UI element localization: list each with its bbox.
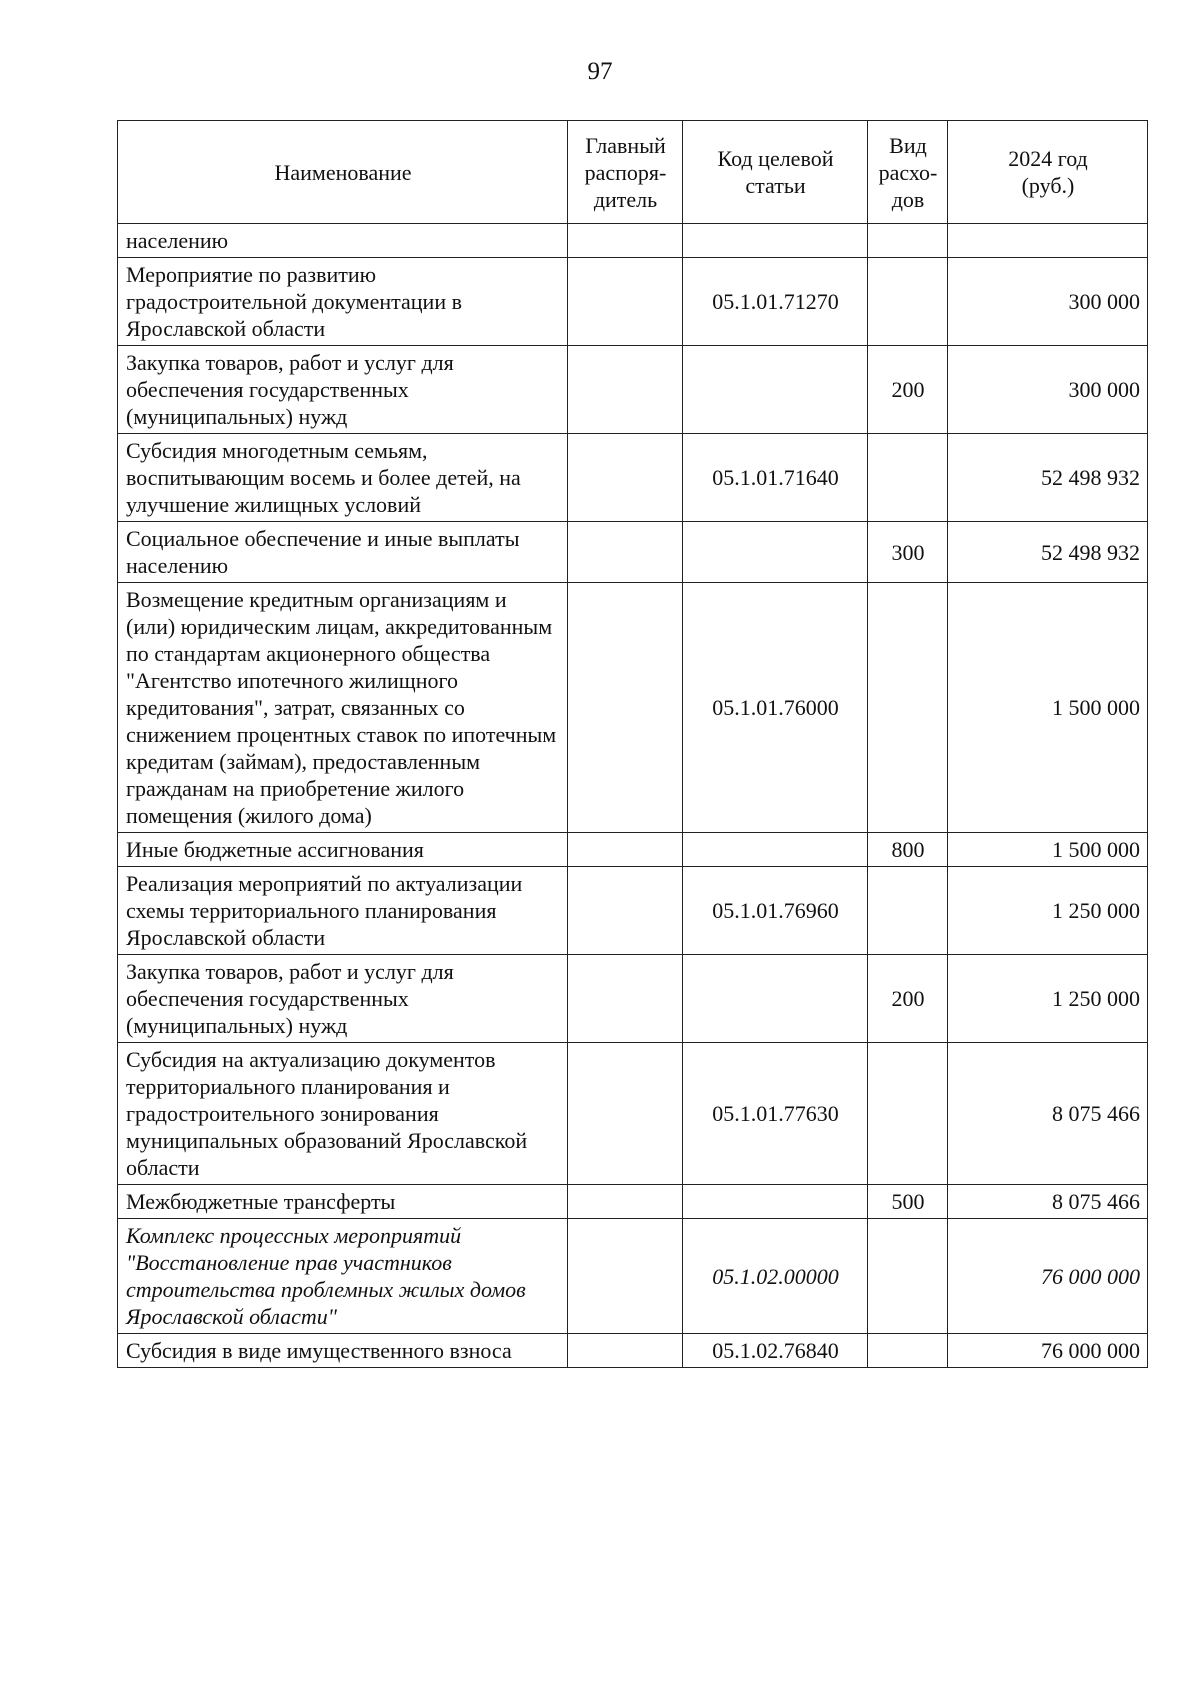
cell-admin xyxy=(568,867,683,955)
cell-type: 200 xyxy=(868,955,948,1043)
table-row xyxy=(118,434,1148,522)
cell-amount: 1 500 000 xyxy=(948,583,1148,833)
cell-admin xyxy=(568,1219,683,1334)
page-number: 97 xyxy=(587,58,613,85)
table-row xyxy=(118,583,1148,833)
table-row xyxy=(118,1043,1148,1185)
cell-name: Иные бюджетные ассигнования xyxy=(118,833,568,867)
cell-type xyxy=(868,1334,948,1368)
cell-code: 05.1.01.77630 xyxy=(683,1043,868,1185)
cell-code: 05.1.01.76000 xyxy=(683,583,868,833)
cell-type xyxy=(868,867,948,955)
cell-amount: 8 075 466 xyxy=(948,1043,1148,1185)
table-row xyxy=(118,1219,1148,1334)
cell-name: Реализация мероприятий по актуализации схемы территориального планирования Ярославской области xyxy=(118,867,568,955)
table-row xyxy=(118,1185,1148,1219)
cell-amount: 1 500 000 xyxy=(948,833,1148,867)
table-row xyxy=(118,833,1148,867)
cell-name: Субсидия в виде имущественного взноса xyxy=(118,1334,568,1368)
cell-amount: 300 000 xyxy=(948,346,1148,434)
cell-name: Мероприятие по развитию градостроительной документации в Ярославской области xyxy=(118,258,568,346)
header-admin: Главный распоря-дитель xyxy=(568,121,683,224)
cell-name: Закупка товаров, работ и услуг для обеспечения государственных (муниципальных) нужд xyxy=(118,346,568,434)
header-code: Код целевой статьи xyxy=(683,121,868,224)
cell-type xyxy=(868,224,948,258)
cell-name: Субсидия многодетным семьям, воспитывающим восемь и более детей, на улучшение жилищных условий xyxy=(118,434,568,522)
cell-admin xyxy=(568,434,683,522)
table-row xyxy=(118,867,1148,955)
cell-amount: 52 498 932 xyxy=(948,522,1148,583)
table-row xyxy=(118,346,1148,434)
cell-admin xyxy=(568,955,683,1043)
cell-type xyxy=(868,1043,948,1185)
cell-admin xyxy=(568,1334,683,1368)
budget-table xyxy=(117,120,1148,1368)
cell-type: 200 xyxy=(868,346,948,434)
cell-admin xyxy=(568,224,683,258)
cell-amount: 76 000 000 xyxy=(948,1219,1148,1334)
table-header-row xyxy=(118,121,1148,224)
table-row xyxy=(118,522,1148,583)
cell-type xyxy=(868,1219,948,1334)
cell-amount xyxy=(948,224,1148,258)
cell-code xyxy=(683,224,868,258)
cell-amount: 8 075 466 xyxy=(948,1185,1148,1219)
cell-type: 800 xyxy=(868,833,948,867)
cell-amount: 300 000 xyxy=(948,258,1148,346)
cell-name: Возмещение кредитным организациям и (или) юридическим лицам, аккредитованным по стандартам акционерного общества "Агентство ипотечного жилищного кредитования", затрат, связанных со снижением процентных ставок по ипотечным кредитам (займам), предоставленным гражданам на приобретение жилого помещения (жилого дома) xyxy=(118,583,568,833)
header-type: Вид расхо-дов xyxy=(868,121,948,224)
cell-type xyxy=(868,434,948,522)
table-row xyxy=(118,955,1148,1043)
cell-admin xyxy=(568,1043,683,1185)
cell-type xyxy=(868,583,948,833)
header-amount: 2024 год (руб.) xyxy=(948,121,1148,224)
header-name: Наименование xyxy=(118,121,568,224)
cell-code xyxy=(683,833,868,867)
cell-type xyxy=(868,258,948,346)
cell-admin xyxy=(568,1185,683,1219)
cell-type: 500 xyxy=(868,1185,948,1219)
cell-code: 05.1.01.71270 xyxy=(683,258,868,346)
cell-code: 05.1.01.71640 xyxy=(683,434,868,522)
cell-name: Социальное обеспечение и иные выплаты населению xyxy=(118,522,568,583)
cell-name: Комплекс процессных мероприятий "Восстановление прав участников строительства проблемных жилых домов Ярославской области" xyxy=(118,1219,568,1334)
cell-admin xyxy=(568,258,683,346)
cell-name: Межбюджетные трансферты xyxy=(118,1185,568,1219)
cell-name: населению xyxy=(118,224,568,258)
cell-code: 05.1.02.76840 xyxy=(683,1334,868,1368)
cell-admin xyxy=(568,346,683,434)
cell-code xyxy=(683,1185,868,1219)
table-body xyxy=(118,224,1148,1368)
cell-code xyxy=(683,955,868,1043)
cell-name: Закупка товаров, работ и услуг для обеспечения государственных (муниципальных) нужд xyxy=(118,955,568,1043)
table-row xyxy=(118,224,1148,258)
cell-code xyxy=(683,346,868,434)
cell-admin xyxy=(568,522,683,583)
cell-code xyxy=(683,522,868,583)
cell-code: 05.1.01.76960 xyxy=(683,867,868,955)
cell-amount: 1 250 000 xyxy=(948,955,1148,1043)
cell-admin xyxy=(568,833,683,867)
cell-name: Субсидия на актуализацию документов территориального планирования и градостроительного зонирования муниципальных образований Ярославской области xyxy=(118,1043,568,1185)
cell-amount: 76 000 000 xyxy=(948,1334,1148,1368)
table-row xyxy=(118,1334,1148,1368)
cell-admin xyxy=(568,583,683,833)
cell-amount: 52 498 932 xyxy=(948,434,1148,522)
cell-code: 05.1.02.00000 xyxy=(683,1219,868,1334)
cell-amount: 1 250 000 xyxy=(948,867,1148,955)
cell-type: 300 xyxy=(868,522,948,583)
table-row xyxy=(118,258,1148,346)
